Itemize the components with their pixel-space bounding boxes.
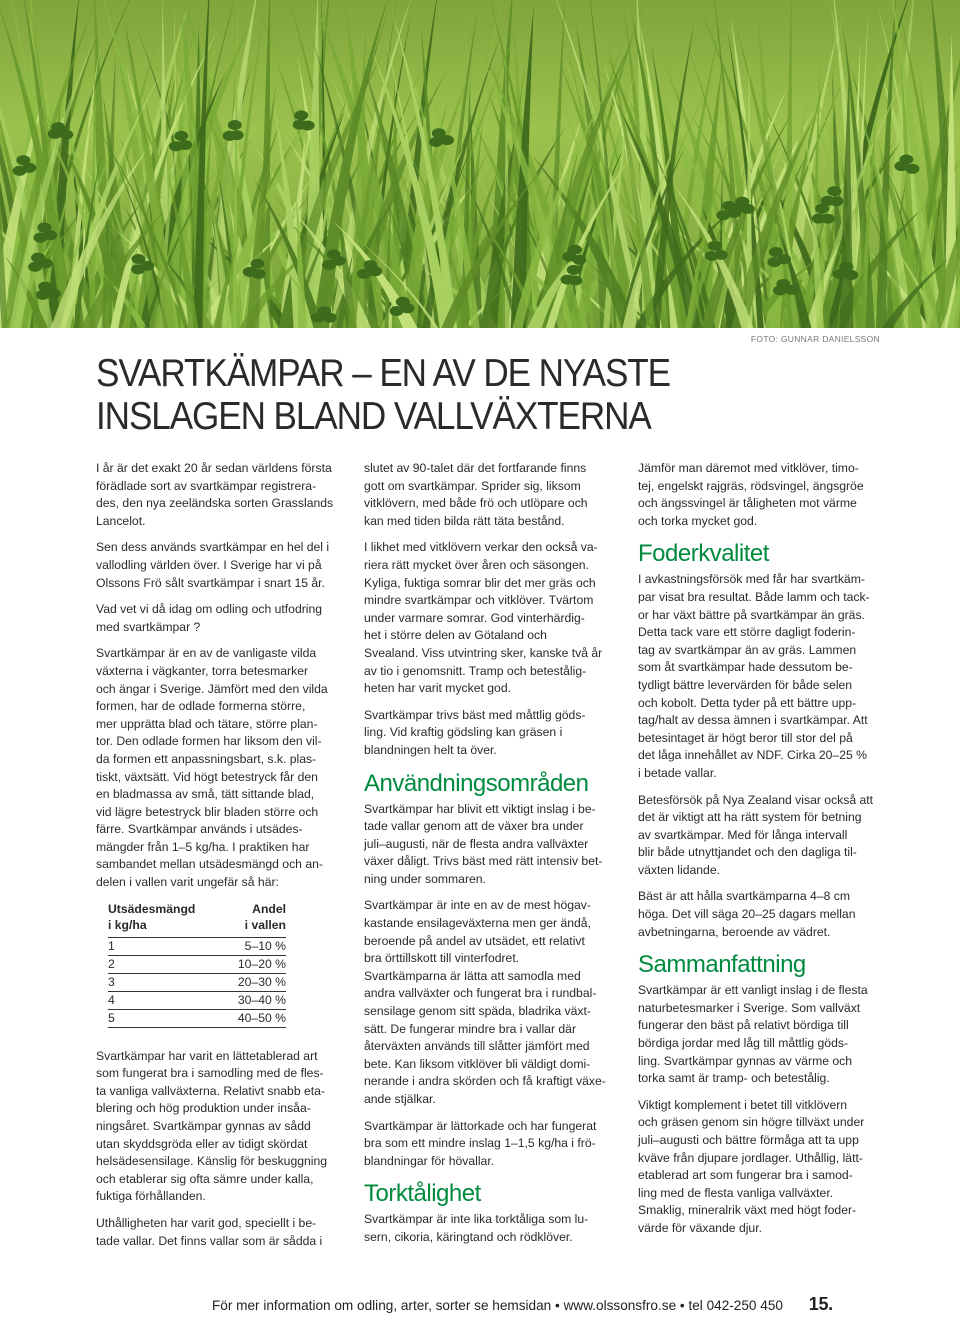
paragraph — [638, 982, 882, 1088]
text-line: Sen dess används svartkämpar en hel del i — [96, 540, 330, 555]
clover-leaf — [16, 155, 30, 165]
clover-leaf — [396, 297, 410, 307]
text-line: fuktiga förhållanden. — [96, 1189, 206, 1204]
text-line: blandningar för hövallar. — [364, 1153, 495, 1168]
clover-leaf — [432, 128, 446, 138]
text-line: och ängssvingel är tåligheten mot värme — [638, 496, 857, 511]
paragraph — [96, 601, 341, 636]
clover-leaf — [705, 251, 719, 261]
text-line: or har växt bättre på svartkämpar än gräs. — [638, 607, 865, 622]
text-line: vid lägre betestryck blir bladen större och — [96, 804, 319, 819]
text-line: tydligt bättre levervärden för både selen — [638, 677, 853, 692]
clover-leaf — [827, 186, 841, 196]
text-line: med svartkämpar ? — [96, 619, 201, 634]
text-line: kastande ensilageväxterna men ger ändå, — [364, 916, 591, 931]
text-line: tag/halt av dessa ämnen i svartkämpar. Att — [638, 713, 868, 728]
grass-photo-drawing — [0, 0, 960, 328]
text-line: juli–augusti och bättre förmåga att ta upp — [638, 1133, 859, 1147]
text-line: bra örttillskott till vinterfodret. — [364, 951, 520, 966]
cell-seed-amount: 3 — [108, 974, 115, 989]
clover-leaf — [429, 137, 443, 147]
clover-leaf — [567, 265, 581, 275]
paragraph — [638, 1097, 882, 1238]
text-line: kväve från djupare jordlager. Uthållig, lätt- — [638, 1150, 863, 1165]
clover-leaf — [131, 264, 145, 274]
cell-seed-amount: 2 — [108, 956, 115, 971]
text-line: ling med de flesta vanliga vallväxter. — [638, 1185, 834, 1200]
text-line: Svealand. Viss utvintring sker, kanske två år — [364, 645, 603, 660]
clover-leaf — [776, 279, 790, 289]
text-line: I år är det exakt 20 år sedan världens första — [96, 461, 332, 475]
text-line: bördiga jordar med låg till måttlig göds- — [638, 1036, 848, 1051]
paragraph — [364, 707, 614, 760]
text-line: och gräsen genom sin högre tillväxt under — [638, 1115, 865, 1130]
text-line: blir både utnyttjandet och den dagliga til- — [638, 845, 857, 860]
text-line: ling. Vid kraftig gödsling kan gräsen i — [364, 725, 563, 740]
seed-table-body — [108, 938, 286, 1028]
cell-share: 20–30 % — [237, 974, 286, 989]
text-line: des, den nya zeeländska sorten Grasslands — [96, 496, 334, 511]
text-line: naturbetesmarker i Sverige. Som vallväxt — [638, 1000, 861, 1015]
text-line: Uthålligheten har varit god, speciellt i be- — [96, 1216, 317, 1230]
clover-leaf — [169, 141, 183, 151]
clover-leaf — [708, 241, 722, 251]
text-line: Svartkämpar är lättorkade och har fungerat — [364, 1118, 597, 1133]
phone-number: tel 042-250 450 — [688, 1298, 783, 1313]
text-line: mängder från 1–5 kg/ha. I praktiken har — [96, 839, 310, 854]
paragraph — [638, 460, 882, 530]
text-line: Svartkämpar är ett vanligt inslag i de flesta — [638, 983, 868, 998]
text-line: som fungerat bra i samodling med de fles- — [96, 1066, 324, 1081]
website-link[interactable]: www.olssonsfro.se — [563, 1298, 677, 1313]
text-line: bra som ett mindre inslag 1–1,5 kg/ha i frö- — [364, 1136, 596, 1151]
text-line: gott om svartkämpar. Sprider sig, liksom — [364, 478, 581, 493]
table-row — [108, 1010, 286, 1028]
clover-leaf — [735, 197, 749, 207]
text-line: kan med tiden bilda rätt täta bestånd. — [364, 513, 565, 528]
text-line: under varmare somrar. God vinterhärdig- — [364, 610, 585, 625]
text-line: tade vallar genom att de växer bra under — [364, 819, 584, 834]
paragraph — [96, 460, 341, 530]
seed-rate-table — [108, 901, 286, 1028]
paragraph — [96, 1048, 341, 1206]
text-line: färre. Svartkämpar används i utsädes- — [96, 822, 303, 837]
seed-table-header — [108, 901, 286, 938]
text-line: andra vallväxter och fungerat bra i rundbal- — [364, 986, 597, 1001]
text-line: i kg/ha — [108, 917, 147, 932]
footer-text: För mer information om odling, arter, sorter se hemsidan — [212, 1298, 552, 1313]
clover-leaf — [223, 131, 237, 141]
clover-leaf — [812, 214, 826, 224]
text-line: och torka mycket god. — [638, 513, 758, 528]
clover-leaf — [899, 155, 913, 165]
text-line: etablerad art som fungerar bra i samod- — [638, 1168, 853, 1183]
paragraph — [364, 1211, 614, 1246]
text-line: Jämför man däremot med vitklöver, timo- — [638, 461, 859, 475]
heading-foderkvalitet: Foderkvalitet — [638, 540, 769, 568]
text-line: Vad vet vi då idag om odling och utfodring — [96, 602, 323, 617]
clover-leaf — [250, 259, 264, 269]
text-line: Olssons Frö sålt svartkämpar i snart 15 år. — [96, 575, 325, 590]
cell-seed-amount: 4 — [108, 992, 115, 1007]
table-row — [108, 956, 286, 974]
text-line: höga. Det vill säga 20–25 dagars mellan — [638, 907, 856, 922]
text-line: vitklövern, med både frö och utlöpare och — [364, 496, 588, 511]
text-line: heten har varit mycket god. — [364, 681, 511, 696]
header-share — [245, 901, 286, 933]
heading-torktalighet: Torktålighet — [364, 1180, 481, 1208]
text-line: Svartkämpar har varit en lättetablerad art — [96, 1048, 318, 1063]
cell-seed-amount: 1 — [108, 938, 115, 953]
grass-photo — [0, 0, 960, 328]
paragraph — [638, 888, 882, 941]
clover-leaf — [390, 306, 404, 316]
paragraph — [96, 1215, 341, 1250]
text-line: blering och hög produktion under insåa- — [96, 1101, 311, 1116]
clover-leaf — [31, 253, 45, 263]
text-line: bete. Kan liksom vitklöver bli väldigt domi- — [364, 1056, 591, 1071]
text-line: och kobolt. Detta tyder på ett bättre upp- — [638, 695, 857, 710]
text-line: tag av svartkämpar än av gräs. Lammen — [638, 642, 857, 657]
text-line: sern, cikoria, käringtand och rödklöver. — [364, 1229, 573, 1244]
text-line: Andel — [252, 901, 286, 916]
text-line: betesintaget är högt beror till stor del på — [638, 730, 853, 745]
text-line: värde för växande djur. — [638, 1220, 762, 1235]
text-line: ling. Svartkämpar gynnas av värme och — [638, 1053, 853, 1068]
paragraph — [96, 539, 341, 592]
text-line: ning under sommaren. — [364, 871, 486, 886]
text-line: det är viktigt att ha rätt system för betning — [638, 810, 862, 825]
paragraph — [364, 801, 614, 889]
clover-leaf — [293, 120, 307, 130]
text-line: mindre svartkämpar och vitklöver. Tvärtom — [364, 593, 594, 608]
text-line: mer upprätta blad och tätare, större plan- — [96, 716, 318, 731]
text-line: Betesförsök på Nya Zealand visar också att — [638, 792, 874, 807]
text-line: delen i vallen varit ungefär så här: — [96, 875, 279, 890]
clover-leaf — [13, 166, 27, 176]
text-line: utan skyddsgröda eller av tidigt skördat — [96, 1136, 308, 1151]
clover-leaf — [815, 204, 829, 214]
text-line: beroende på andel av utsädet, ett relativt — [364, 933, 585, 948]
text-line: slutet av 90-talet där det fortfarande finns — [364, 461, 587, 475]
text-line: Lancelot. — [96, 513, 146, 528]
paragraph — [638, 571, 882, 782]
clover-leaf — [839, 262, 853, 272]
text-line: och ängar i Sverige. Jämfört med den vilda — [96, 681, 328, 696]
text-line: sätt. De fungerar mindre bra i vallar där — [364, 1021, 577, 1036]
text-line: i vallen — [244, 917, 286, 932]
cell-share: 5–10 % — [244, 938, 286, 953]
cell-share: 10–20 % — [237, 956, 286, 971]
clover-leaf — [28, 262, 42, 272]
text-line: nerande i andra skörden och få kraftigt växe- — [364, 1074, 606, 1089]
column-3 — [638, 460, 882, 1247]
text-line: tiskt, växtsätt. Vid högt betestryck får den — [96, 769, 318, 784]
clover-leaf — [767, 257, 781, 267]
table-row — [108, 974, 286, 992]
clover-leaf — [38, 282, 52, 292]
text-line: Svartkämparna är lätta att samodla med — [364, 968, 581, 983]
text-line: Detta tack vare ett större dagligt foderin- — [638, 625, 856, 640]
text-line: Svartkämpar är inte en av de mest högav- — [364, 898, 591, 913]
header-seed-amount — [108, 901, 195, 933]
paragraph — [364, 897, 614, 1108]
text-line: vallodling världen över. I Sverige har vi på — [96, 557, 322, 572]
text-line: da formen ett anpassningsbart, s.k. plas- — [96, 751, 317, 766]
clover-leaf — [33, 233, 47, 243]
text-line: riera rätt mycket över åren och säsongen. — [364, 557, 589, 572]
text-line: Svartkämpar är en av de vanligaste vilda — [96, 646, 317, 661]
text-line: som åt svartkämpar hade dessutom be- — [638, 660, 853, 675]
paragraph — [638, 792, 882, 880]
text-line: Kyliga, fuktiga somrar blir det mer gräs och — [364, 575, 596, 590]
column-1 — [96, 460, 341, 1259]
paragraph — [96, 645, 341, 891]
paragraph — [364, 539, 614, 697]
table-row — [108, 938, 286, 956]
text-line: Svartkämpar är inte lika torktåliga som lu- — [364, 1212, 589, 1227]
page-footer — [212, 1294, 833, 1315]
text-line: I avkastningsförsök med får har svartkäm- — [638, 572, 865, 587]
text-line: Bäst är att hålla svartkämparna 4–8 cm — [638, 889, 851, 904]
clover-leaf — [317, 306, 331, 316]
photo-credit: FOTO: GUNNAR DANIELSSON — [750, 334, 880, 344]
text-line: blandningen helt ta över. — [364, 742, 497, 757]
title-line-2: INSLAGEN BLAND VALLVÄXTERNA — [96, 395, 651, 438]
clover-leaf — [322, 260, 336, 270]
text-line: ta vanliga vallväxterna. Relativt snabb eta- — [96, 1083, 325, 1098]
text-line: het i större delen av Götaland och — [364, 628, 547, 643]
text-line: juli–augusti, när de flesta andra vallväxter — [364, 836, 589, 851]
paragraph — [364, 460, 614, 530]
clover-leaf — [174, 131, 188, 141]
text-line: Svartkämpar trivs bäst med måttlig göds- — [364, 707, 586, 722]
text-line: par visat bra resultat. Både lamm och tack- — [638, 589, 870, 604]
text-line: förädlade sort av svartkämpar registrera- — [96, 478, 317, 493]
text-line: det låga innehållet av NDF. Cirka 20–25 % — [638, 748, 867, 763]
cell-seed-amount: 5 — [108, 1010, 115, 1025]
bullet: • — [555, 1298, 560, 1313]
table-row — [108, 992, 286, 1010]
text-line: I likhet med vitklövern verkar den också va- — [364, 540, 598, 555]
clover-leaf — [363, 260, 377, 270]
text-line: återväxten används till slåtter jämfört med — [364, 1039, 590, 1054]
clover-leaf — [294, 110, 308, 120]
clover-leaf — [357, 269, 371, 279]
text-line: torka samt är tramp- och betestålig. — [638, 1071, 830, 1086]
clover-leaf — [716, 210, 730, 220]
text-line: sambandet mellan utsädesmängd och an- — [96, 857, 323, 872]
text-line: tej, engelskt rajgräs, rödsvingel, ängsgröe — [638, 478, 864, 493]
text-line: Viktigt komplement i betet till vitklövern — [638, 1097, 848, 1112]
text-line: Utsädesmängd — [108, 901, 196, 916]
text-line: Svartkämpar har blivit ett viktigt inslag i be- — [364, 801, 596, 816]
text-line: avbetningarna, beroende av vädret. — [638, 924, 831, 939]
paragraph — [364, 1118, 614, 1171]
clover-leaf — [327, 249, 341, 259]
clover-leaf — [228, 120, 242, 130]
text-line: av svartkämpar. Med för långa intervall — [638, 827, 848, 842]
text-line: sensilage genom sitt späda, bladrika växt- — [364, 1004, 591, 1019]
text-line: tade vallar. Det finns vallar som är sådda i — [96, 1233, 323, 1248]
article-title — [96, 352, 780, 438]
cell-share: 40–50 % — [237, 1010, 286, 1025]
column-2 — [364, 460, 614, 1256]
clover-leaf — [243, 267, 257, 277]
text-line: i betade vallar. — [638, 765, 717, 780]
text-line: växterna i vägkanter, torra betesmarker — [96, 663, 309, 678]
clover-leaf — [132, 254, 146, 264]
clover-leaf — [769, 247, 783, 257]
page-number: 15. — [808, 1294, 833, 1314]
clover-leaf — [37, 223, 51, 233]
text-line: växten lidande. — [638, 862, 720, 877]
clover-leaf — [561, 275, 575, 285]
text-line: växer dåligt. Trivs bäst med rätt intensiv bet- — [364, 854, 603, 869]
title-line-1: SVARTKÄMPAR – EN AV DE NYASTE — [96, 352, 671, 395]
text-line: helsädesensilage. Känslig för beskuggning — [96, 1154, 328, 1169]
text-line: av tio i genomsnitt. Tramp och betestålig- — [364, 663, 587, 678]
bullet: • — [679, 1298, 685, 1313]
heading-sammanfattning: Sammanfattning — [638, 951, 806, 979]
text-line: ande stjälkar. — [364, 1092, 436, 1106]
text-line: tor. Den odlade formen har liksom den vil- — [96, 734, 322, 749]
text-line: ningsåret. Svartkämpar gynnas av sådd — [96, 1119, 311, 1134]
text-line: en bladmassa av små, tätt sittande blad, — [96, 787, 315, 802]
text-line: fungerar den bäst på relativt bördiga till — [638, 1018, 849, 1033]
text-line: och etablerar sig ofta sämre under kalla, — [96, 1171, 314, 1186]
clover-leaf — [51, 122, 65, 132]
text-line: formen, har de odlade formerna större, — [96, 699, 306, 714]
cell-share: 30–40 % — [237, 992, 286, 1007]
clover-leaf — [568, 245, 582, 255]
clover-leaf — [36, 290, 50, 300]
text-line: Smaklig, mineralrik växt med högt foder- — [638, 1203, 857, 1218]
heading-anvandningsomraden: Användningsområden — [364, 769, 589, 797]
